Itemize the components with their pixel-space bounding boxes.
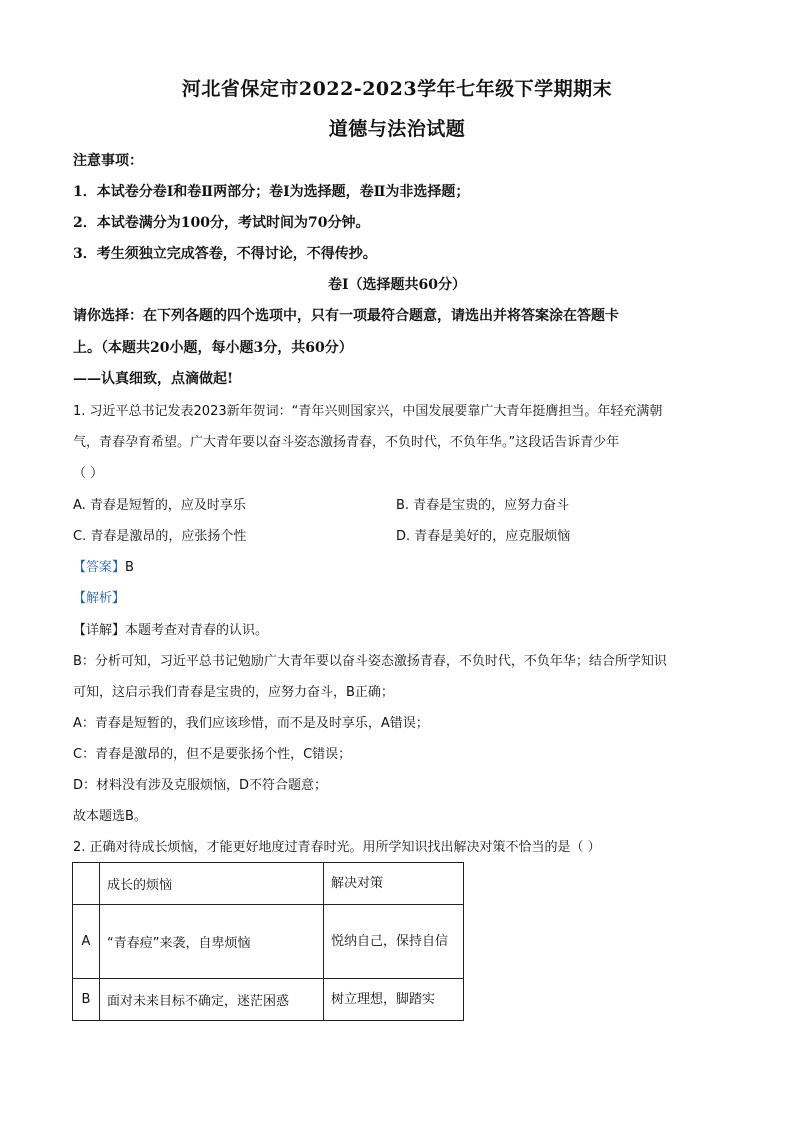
q1-answer-line bbox=[73, 556, 134, 575]
q1-stem-line3: （ ） bbox=[73, 466, 104, 481]
exam-title: 河北省保定市2022-2023学年七年级下学期期末 bbox=[181, 78, 613, 100]
q1-option-b: B. 青春是宝贵的，应努力奋斗 bbox=[396, 498, 570, 513]
q1-explain-b-line1: B：分析可知，习近平总书记勉励广大青年要以奋斗姿态激扬青春，不负时代，不负年华；结合所学知识 bbox=[73, 654, 667, 669]
q1-option-a: A. 青春是短暂的，应及时享乐 bbox=[73, 498, 246, 513]
table-cell: “青春痘”来袭，自卑烦恼 bbox=[100, 905, 324, 979]
table-cell: A bbox=[73, 905, 100, 979]
section-instruction-line1: 请你选择：在下列各题的四个选项中，只有一项最符合题意，请选出并将答案涂在答题卡 bbox=[73, 308, 619, 324]
table-cell: 树立理想，脚踏实 bbox=[324, 979, 464, 1021]
notice-item-3: 3．考生须独立完成答卷，不得讨论，不得传抄。 bbox=[73, 246, 377, 262]
table-header-cell bbox=[73, 863, 100, 905]
q1-conclusion: 故本题选B。 bbox=[73, 809, 147, 824]
section-instruction-line2: 上。（本题共20小题，每小题3分，共60分） bbox=[73, 340, 353, 356]
table-cell: 悦纳自己，保持自信 bbox=[324, 905, 464, 979]
answer-value: B bbox=[125, 560, 134, 575]
analysis-tag: 【解析】 bbox=[73, 591, 126, 606]
table-header-cell: 解决对策 bbox=[324, 863, 464, 905]
notice-heading: 注意事项： bbox=[73, 153, 143, 169]
q1-option-d: D. 青春是美好的，应克服烦恼 bbox=[396, 529, 571, 544]
table-cell: B bbox=[73, 979, 100, 1021]
q1-stem-line2: 气，青春孕育希望。广大青年要以奋斗姿态激扬青春，不负时代，不负年华。”这段话告诉青少年 bbox=[73, 435, 620, 450]
answer-tag: 【答案】 bbox=[73, 560, 126, 575]
q1-detail: 【详解】本题考查对青春的认识。 bbox=[73, 623, 269, 638]
notice-item-1: 1．本试卷分卷Ⅰ和卷Ⅱ两部分；卷Ⅰ为选择题，卷Ⅱ为非选择题； bbox=[73, 184, 470, 200]
q1-explain-d: D：材料没有涉及克服烦恼，D不符合题意； bbox=[73, 778, 328, 793]
q1-explain-c: C：青春是激昂的，但不是要张扬个性，C错误； bbox=[73, 747, 352, 762]
q1-explain-a: A：青春是短暂的，我们应该珍惜，而不是及时享乐，A错误； bbox=[73, 716, 429, 731]
q1-explain-b-line2: 可知，这启示我们青春是宝贵的，应努力奋斗，B正确； bbox=[73, 685, 394, 700]
q2-stem: 2. 正确对待成长烦恼，才能更好地度过青春时光。用所学知识找出解决对策不恰当的是（ ） bbox=[73, 840, 601, 855]
section-motto: ——认真细致，点滴做起! bbox=[73, 371, 234, 387]
q2-table bbox=[72, 862, 464, 1021]
table-cell: 面对未来目标不确定，迷茫困惑 bbox=[100, 979, 324, 1021]
q1-option-c: C. 青春是激昂的，应张扬个性 bbox=[73, 529, 247, 544]
section-heading: 卷Ⅰ（选择题共60分） bbox=[327, 277, 467, 293]
table-row bbox=[73, 905, 464, 979]
exam-subtitle: 道德与法治试题 bbox=[328, 118, 466, 140]
notice-item-2: 2．本试卷满分为100分，考试时间为70分钟。 bbox=[73, 215, 370, 231]
table-header-cell: 成长的烦恼 bbox=[100, 863, 324, 905]
q1-stem-line1: 1. 习近平总书记发表2023新年贺词：“青年兴则国家兴，中国发展要靠广大青年挺膺担当。年轻充满朝 bbox=[73, 404, 663, 419]
table-row bbox=[73, 979, 464, 1021]
table-header-row bbox=[73, 863, 464, 905]
